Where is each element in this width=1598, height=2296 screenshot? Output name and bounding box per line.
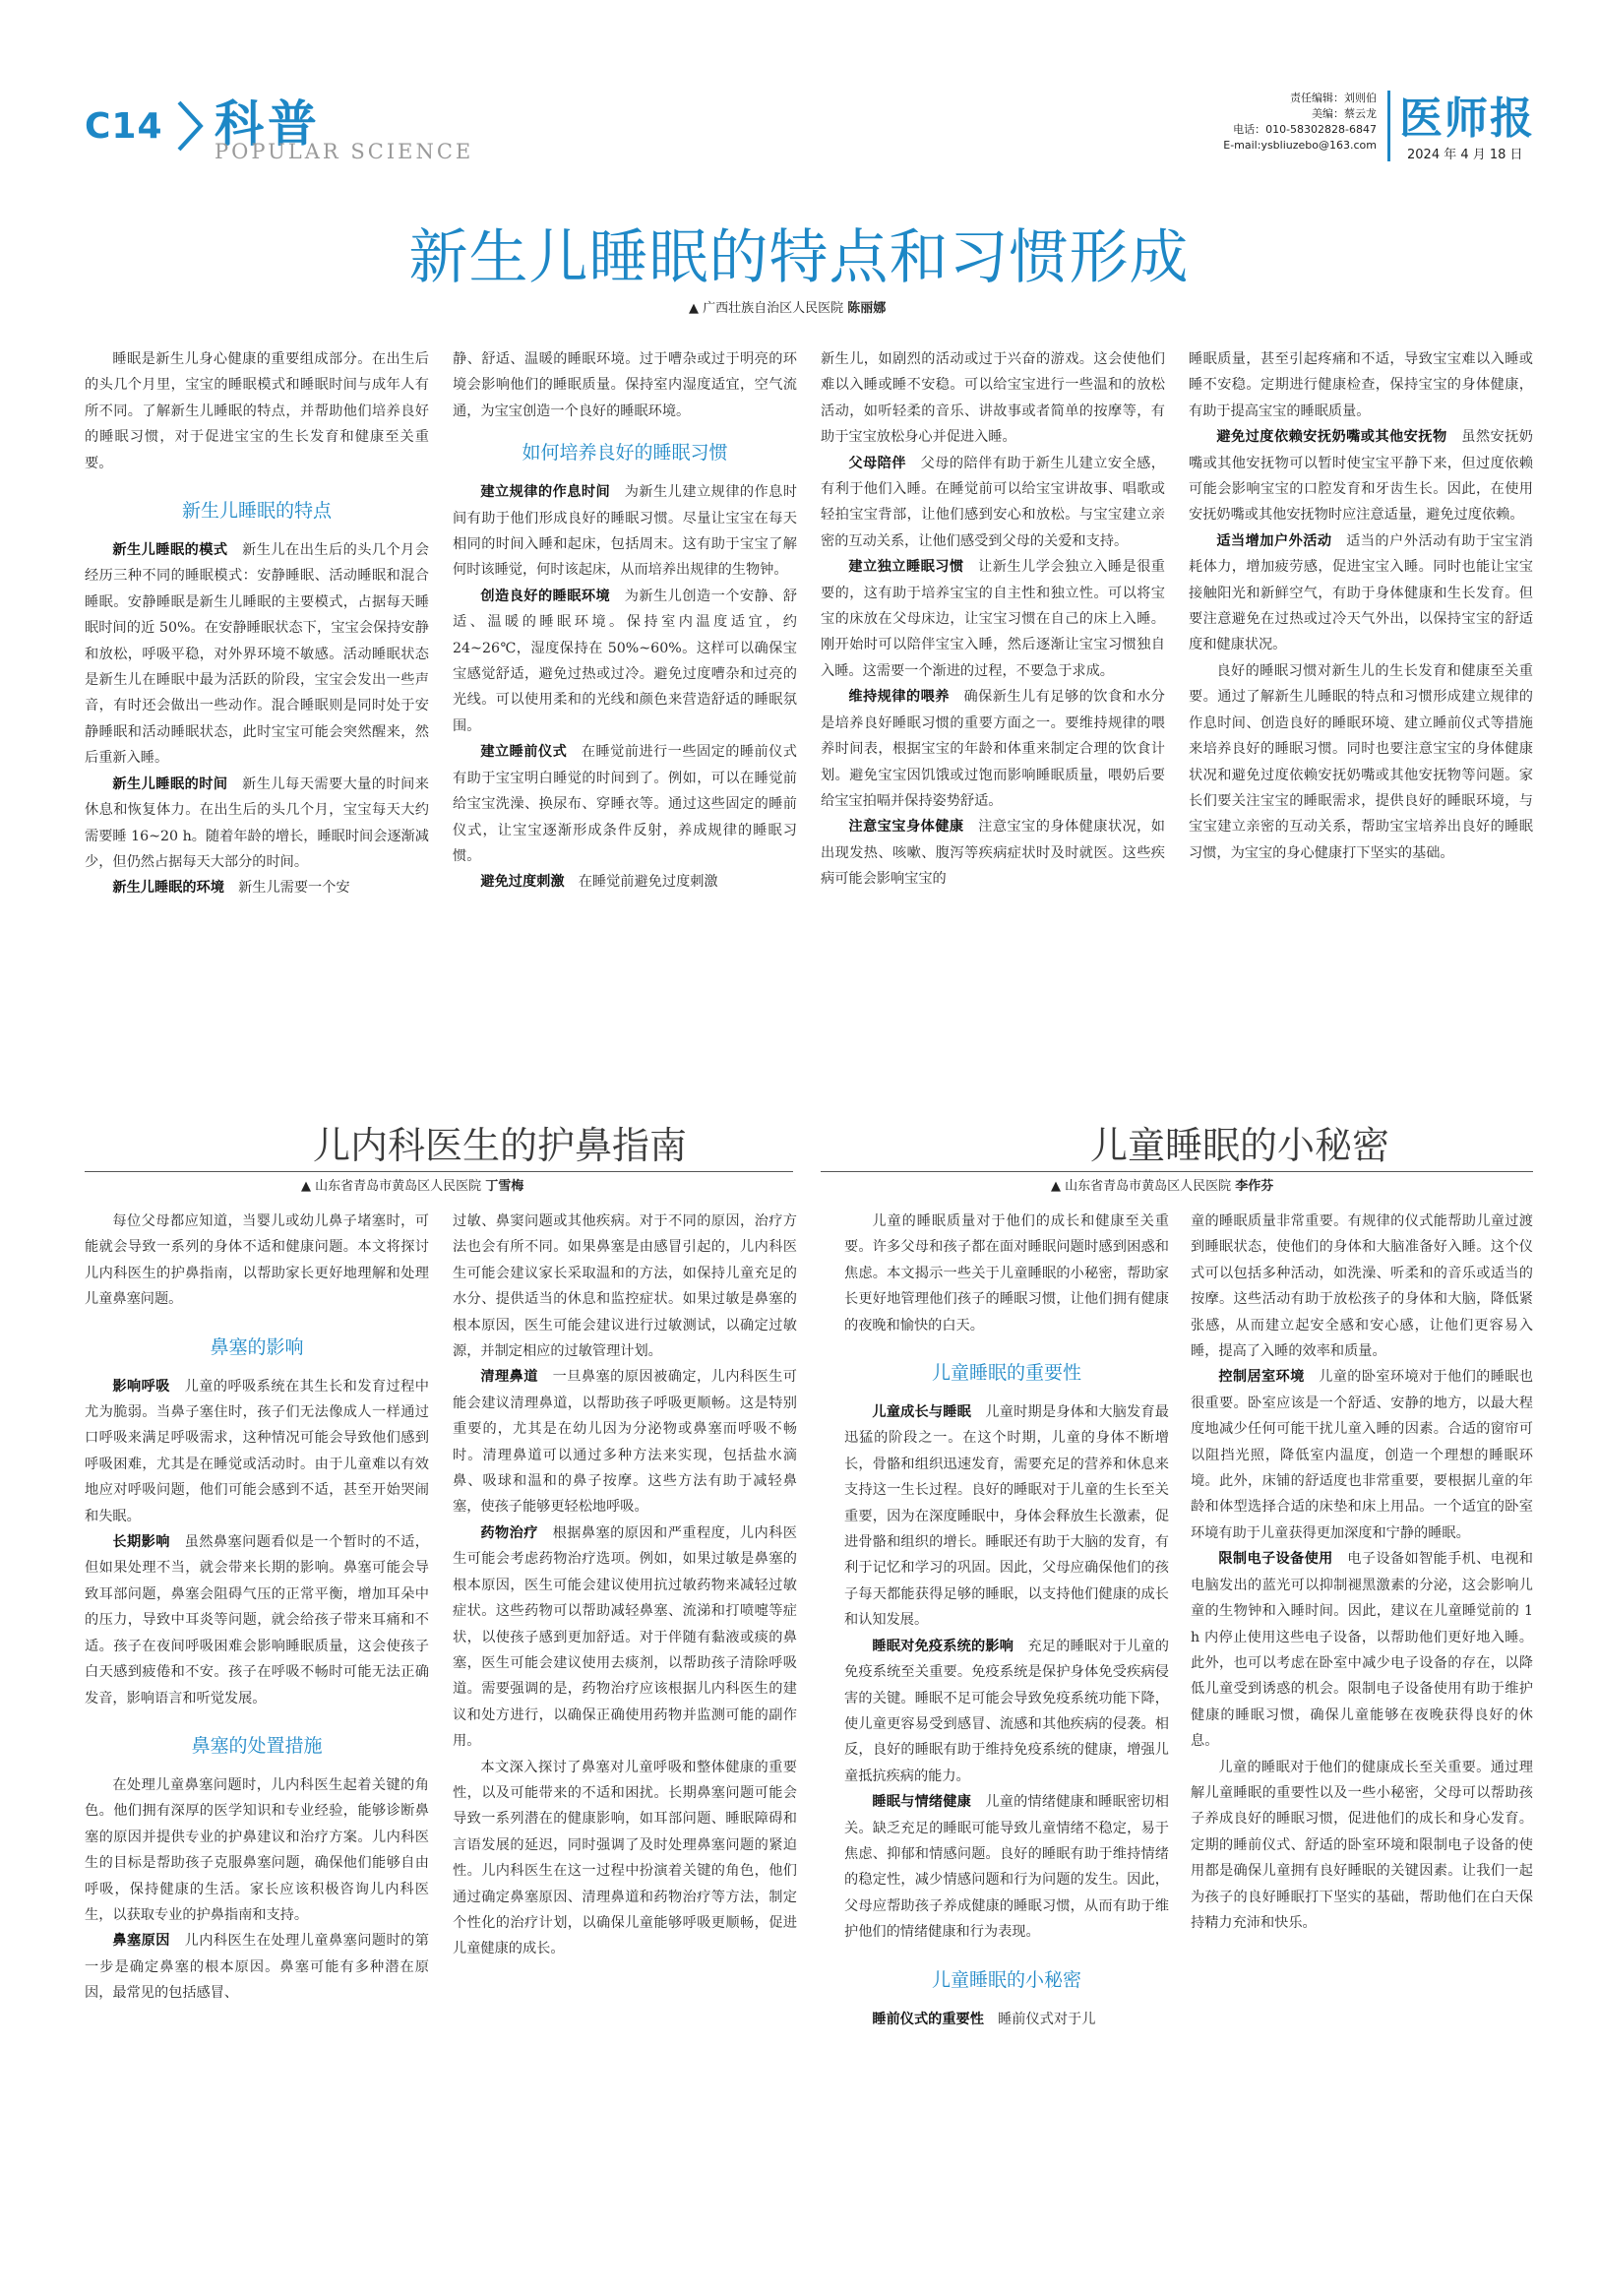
paragraph	[453, 479, 797, 584]
paragraph: 过敏、鼻窦问题或其他疾病。对于不同的原因，治疗方法也会有所不同。如果鼻塞是由感冒引起的，儿内科医生可能会建议家长采取温和的方法，如保持儿童充足的水分、提供适当的休息和监控症状。如果过敏是鼻塞的根本原因，医生可能会建议进行过敏测试，以确定过敏源，并制定相应的过敏管理计划。	[453, 1213, 797, 1360]
credit-line: 责任编辑：刘则伯	[1290, 92, 1377, 104]
paragraph	[453, 869, 797, 895]
paragraph-text: 为新生儿建立规律的作息时间有助于他们形成良好的睡眠习惯。尽量让宝宝在每天相同的时间入睡和起床，包括周末。这有助于宝宝了解何时该睡觉，何时该起床，从而培养出规律的生物钟。	[453, 484, 797, 579]
paragraph: 睡眠是新生儿身心健康的重要组成部分。在出生后的头几个月里，宝宝的睡眠模式和睡眠时间与成年人有所不同。了解新生儿睡眠的特点，并帮助他们培养良好的睡眠习惯，对于促进宝宝的生长发育和健康至关重要。	[85, 351, 429, 471]
byline-org: ▲ 山东省青岛市黄岛区人民医院	[301, 1179, 482, 1194]
paragraph	[453, 584, 797, 739]
paragraph	[85, 537, 429, 772]
paragraph	[1191, 1364, 1533, 1546]
article-2-title: 儿内科医生的护鼻指南	[313, 1124, 688, 1167]
paragraph	[821, 684, 1165, 814]
paragraph-text: 儿童时期是身体和大脑发育最迅猛的阶段之一。在这个时期，儿童的身体不断增长，骨骼和组织迅速发育，需要充足的营养和休息来支持这一生长过程。良好的睡眠对于儿童的生长至关重要，因为在深度睡眠中，身体会释放生长激素，促进骨骼和组织的增长。睡眠还有助于大脑的发育，有利于记忆和学习的巩固。因此，父母应确保他们的孩子每天都能获得足够的睡眠，以支持他们健康的成长和认知发展。	[844, 1404, 1169, 1629]
article-1-column-3	[821, 346, 1165, 1094]
chevron-right-icon	[175, 98, 207, 154]
article-1-column-2	[453, 346, 797, 1094]
article-1-title: 新生儿睡眠的特点和习惯形成	[408, 223, 1190, 292]
paragraph-text: 儿童的呼吸系统在其生长和发育过程中尤为脆弱。当鼻子塞住时，孩子们无法像成人一样通过口呼吸来满足呼吸需求，这种情况可能会导致他们感到呼吸困难，尤其是在睡觉或活动时。由于儿童难以有效地应对呼吸问题，他们可能会感到不适，甚至开始哭闹和失眠。	[85, 1378, 429, 1524]
paragraph	[85, 772, 429, 876]
paragraph	[821, 451, 1165, 555]
paragraph-text: 在睡觉前避免过度刺激	[578, 874, 718, 891]
paragraph	[1189, 528, 1533, 658]
article-3-column-2	[1191, 1209, 1533, 2248]
article-3-rule	[821, 1171, 1533, 1172]
paragraph: 每位父母都应知道，当婴儿或幼儿鼻子堵塞时，可能就会导致一系列的身体不适和健康问题。本文将探讨儿内科医生的护鼻指南，以帮助家长更好地理解和处理儿童鼻塞问题。	[85, 1213, 429, 1308]
credit-line: 电话：010-58302828-6847	[1233, 123, 1377, 136]
byline-org: ▲ 山东省青岛市黄岛区人民医院	[1051, 1179, 1232, 1194]
paragraph	[453, 1364, 797, 1520]
section-heading: 如何培养良好的睡眠习惯	[522, 442, 728, 465]
lead-term: 建立规律的作息时间	[480, 484, 611, 501]
paragraph-text: 根据鼻塞的原因和严重程度，儿内科医生可能会考虑药物治疗选项。例如，如果过敏是鼻塞的根本原因，医生可能会建议使用抗过敏药物来减轻过敏症状。这些药物可以帮助减轻鼻塞、流涕和打喷嚏等症状，以使孩子感到更加舒适。对于伴随有黏液或痰的鼻塞，医生可能会建议使用去痰剂，以帮助孩子清除呼吸道。需要强调的是，药物治疗应该根据儿内科医生的建议和处方进行，以确保正确使用药物并监测可能的副作用。	[453, 1524, 797, 1750]
lead-term: 控制居室环境	[1218, 1369, 1305, 1386]
paragraph-text: 电子设备如智能手机、电视和电脑发出的蓝光可以抑制褪黑激素的分泌，这会影响儿童的生物钟和入睡时间。因此，建议在儿童睡觉前的 1 h 内停止使用这些电子设备，以帮助他们更好地入睡。此外，也可以考虑在卧室中减少电子设备的存在，以降低儿童受到诱惑的机会。限制电子设备使用有助于维护健康的睡眠习惯，确保儿童能够在夜晚获得良好的休息。	[1191, 1551, 1533, 1750]
paragraph-text: 儿童的卧室环境对于他们的睡眠也很重要。卧室应该是一个舒适、安静的地方，以最大程度地减少任何可能干扰儿童入睡的因素。合适的窗帘可以阻挡光照，降低室内温度，创造一个理想的睡眠环境。此外，床铺的舒适度也非常重要，要根据儿童的年龄和体型选择合适的床垫和床上用品。一个适宜的卧室环境有助于儿童获得更加深度和宁静的睡眠。	[1191, 1369, 1533, 1541]
paragraph: 儿童的睡眠对于他们的健康成长至关重要。通过理解儿童睡眠的重要性以及一些小秘密，父母可以帮助孩子养成良好的睡眠习惯，促进他们的成长和身心发育。定期的睡前仪式、舒适的卧室环境和限制电子设备的使用都是确保儿童拥有良好睡眠的关键因素。让我们一起为孩子的良好睡眠打下坚实的基础，帮助他们在白天保持精力充沛和快乐。	[1191, 1759, 1533, 1931]
paragraph	[821, 554, 1165, 684]
paragraph: 在处理儿童鼻塞问题时，儿内科医生起着关键的角色。他们拥有深厚的医学知识和专业经验，能够诊断鼻塞的原因并提供专业的护鼻建议和治疗方案。儿内科医生的目标是帮助孩子克服鼻塞问题，确保他们能够自由呼吸，保持健康的生活。家长应该积极咨询儿内科医生，以获取专业的护鼻指南和支持。	[85, 1776, 429, 1923]
paragraph	[453, 739, 797, 869]
paragraph: 本文深入探讨了鼻塞对儿童呼吸和整体健康的重要性，以及可能带来的不适和困扰。长期鼻塞问题可能会导致一系列潜在的健康影响，如耳部问题、睡眠障碍和言语发展的延迟，同时强调了及时处理鼻塞问题的紧迫性。儿内科医生在这一过程中扮演着关键的角色，他们通过确定鼻塞原因、清理鼻道和药物治疗等方法，制定个性化的治疗计划，以确保儿童能够呼吸更顺畅，促进儿童健康的成长。	[453, 1759, 797, 1957]
article-3-byline	[1051, 1175, 1273, 1194]
section-subtitle: POPULAR SCIENCE	[215, 140, 474, 163]
credit-line: E-mail:ysbliuzebo@163.com	[1223, 139, 1377, 152]
lead-term: 鼻塞原因	[112, 1933, 170, 1950]
lead-term: 新生儿睡眠的模式	[112, 542, 228, 559]
article-1-byline	[689, 297, 886, 316]
paragraph: 良好的睡眠习惯对新生儿的生长发育和健康至关重要。通过了解新生儿睡眠的特点和习惯形成建立规律的作息时间、创造良好的睡眠环境、建立睡前仪式等措施来培养良好的睡眠习惯。同时也要注意宝宝的身体健康状况和避免过度依赖安抚奶嘴或其他安抚物等问题。家长们要关注宝宝的睡眠需求，提供良好的睡眠环境，与宝宝建立亲密的互动关系，帮助宝宝培养出良好的睡眠习惯，为宝宝的身心健康打下坚实的基础。	[1189, 662, 1533, 861]
section-heading: 儿童睡眠的小秘密	[931, 1968, 1081, 1991]
paragraph-text: 儿童的情绪健康和睡眠密切相关。缺乏充足的睡眠可能导致儿童情绪不稳定，易于焦虑、抑郁和情感问题。良好的睡眠有助于维持情绪的稳定性，减少情感问题和行为问题的发生。因此，父母应帮助孩子养成健康的睡眠习惯，从而有助于维护他们的情绪健康和行为表现。	[844, 1794, 1169, 1941]
paragraph	[85, 1374, 429, 1529]
paragraph-text: 为新生儿创造一个安静、舒适、温暖的睡眠环境。保持室内温度适宜，约 24~26℃，湿度保持在 50%~60%。这样可以确保宝宝感觉舒适，避免过热或过冷。避免过度嘈杂和过亮的光线。可以使用柔和的光线和颜色来营造舒适的睡眠氛围。	[453, 588, 797, 734]
paragraph-text: 确保新生儿有足够的饮食和水分是培养良好睡眠习惯的重要方面之一。要维持规律的喂养时间表，根据宝宝的年龄和体重来制定合理的饮食计划。避免宝宝因饥饿或过饱而影响睡眠质量，喂奶后要给宝宝拍嗝并保持姿势舒适。	[821, 689, 1165, 809]
lead-term: 儿童成长与睡眠	[872, 1404, 971, 1421]
paragraph-text: 注意宝宝的身体健康状况，如出现发热、咳嗽、腹泻等疾病症状时及时就医。这些疾病可能会影响宝宝的	[821, 819, 1165, 888]
lead-term: 维持规律的喂养	[848, 689, 950, 706]
paragraph-text: 一旦鼻塞的原因被确定，儿内科医生可能会建议清理鼻道，以帮助孩子呼吸更顺畅。这是特别重要的，尤其是在幼儿因为分泌物或鼻塞而呼吸不畅时。清理鼻道可以通过多种方法来实现，包括盐水滴鼻、吸球和温和的鼻子按摩。这些方法有助于减轻鼻塞，使孩子能够更轻松地呼吸。	[453, 1369, 797, 1516]
lead-term: 避免过度刺激	[480, 874, 565, 891]
lead-term: 建立独立睡眠习惯	[848, 559, 964, 576]
page-number: C14	[85, 106, 163, 147]
paragraph	[85, 1928, 429, 2006]
paragraph: 儿童的睡眠质量对于他们的成长和健康至关重要。许多父母和孩子都在面对睡眠问题时感到困惑和焦虑。本文揭示一些关于儿童睡眠的小秘密，帮助家长更好地管理他们孩子的睡眠习惯，让他们拥有健康的夜晚和愉快的白天。	[844, 1213, 1169, 1334]
paragraph-text: 新生儿需要一个安	[238, 880, 350, 897]
editor-credits	[1223, 91, 1377, 154]
paragraph-text: 儿内科医生在处理儿童鼻塞问题时的第一步是确定鼻塞的根本原因。鼻塞可能有多种潜在原因，最常见的包括感冒、	[85, 1933, 429, 2002]
lead-term: 清理鼻道	[480, 1369, 538, 1386]
paragraph: 新生儿，如剧烈的活动或过于兴奋的游戏。这会使他们难以入睡或睡不安稳。可以给宝宝进行一些温和的放松活动，如听轻柔的音乐、讲故事或者简单的按摩等，有助于宝宝放松身心并促进入睡。	[821, 351, 1165, 446]
lead-term: 影响呼吸	[112, 1378, 170, 1395]
paragraph	[844, 1634, 1169, 1789]
paragraph	[844, 2007, 1169, 2032]
section-heading: 新生儿睡眠的特点	[181, 500, 332, 523]
paragraph-text: 睡前仪式对于儿	[998, 2011, 1096, 2027]
lead-term: 注意宝宝身体健康	[848, 819, 964, 836]
byline-author: 陈丽娜	[847, 301, 887, 316]
issue-date: 2024 年 4 月 18 日	[1407, 148, 1523, 162]
lead-term: 睡眠对免疫系统的影响	[872, 1638, 1014, 1654]
lead-term: 限制电子设备使用	[1218, 1551, 1333, 1568]
newspaper-logo: 医师报	[1399, 93, 1535, 144]
paragraph	[85, 1529, 429, 1711]
article-2-column-1	[85, 1209, 429, 2248]
paragraph: 静、舒适、温暖的睡眠环境。过于嘈杂或过于明亮的环境会影响他们的睡眠质量。保持室内湿度适宜，空气流通，为宝宝创造一个良好的睡眠环境。	[453, 351, 797, 419]
lead-term: 避免过度依赖安抚奶嘴或其他安抚物	[1216, 429, 1447, 446]
header-divider	[1387, 91, 1390, 161]
credit-line: 美编：蔡云龙	[1312, 107, 1377, 120]
section-title: 科普	[215, 95, 321, 153]
article-3-column-1	[844, 1209, 1169, 2248]
paragraph	[1191, 1546, 1533, 1754]
byline-org: ▲ 广西壮族自治区人民医院	[689, 301, 844, 316]
paragraph-text: 新生儿在出生后的头几个月会经历三种不同的睡眠模式：安静睡眠、活动睡眠和混合睡眠。安静睡眠是新生儿睡眠的主要模式，占据每天睡眠时间的近 50%。在安静睡眠状态下，宝宝会保持安静和放松，呼吸平稳，对外界环境不敏感。活动睡眠状态是新生儿在睡眠中最为活跃的阶段，宝宝会发出一些声音，有时还会做出一些动作。混合睡眠则是同时处于安静睡眠和活动睡眠状态，此时宝宝可能会突然醒来，然后重新入睡。	[85, 542, 429, 767]
paragraph: 童的睡眠质量非常重要。有规律的仪式能帮助儿童过渡到睡眠状态，使他们的身体和大脑准备好入睡。这个仪式可以包括多种活动，如洗澡、听柔和的音乐或适当的按摩。这些活动有助于放松孩子的身体和大脑，降低紧张感，从而建立起安全感和安心感，让他们更容易入睡，提高了入睡的效率和质量。	[1191, 1213, 1533, 1360]
paragraph-text: 在睡觉前进行一些固定的睡前仪式有助于宝宝明白睡觉的时间到了。例如，可以在睡觉前给宝宝洗澡、换尿布、穿睡衣等。通过这些固定的睡前仪式，让宝宝逐渐形成条件反射，养成规律的睡眠习惯。	[453, 744, 797, 864]
article-1-column-1	[85, 346, 429, 1094]
paragraph-text: 虽然鼻塞问题看似是一个暂时的不适，但如果处理不当，就会带来长期的影响。鼻塞可能会导致耳部问题，鼻塞会阻碍气压的正常平衡，增加耳朵中的压力，导致中耳炎等问题，就会给孩子带来耳痛和不适。孩子在夜间呼吸困难会影响睡眠质量，这会使孩子白天感到疲倦和不安。孩子在呼吸不畅时可能无法正确发音，影响语言和听觉发展。	[85, 1534, 429, 1706]
paragraph-text: 虽然安抚奶嘴或其他安抚物可以暂时使宝宝平静下来，但过度依赖可能会影响宝宝的口腔发育和牙齿生长。因此，在使用安抚奶嘴或其他安抚物时应注意适量，避免过度依赖。	[1189, 429, 1533, 524]
paragraph	[1189, 424, 1533, 528]
byline-author: 丁雪梅	[485, 1179, 524, 1194]
paragraph-text: 新生儿每天需要大量的时间来休息和恢复体力。在出生后的头几个月，宝宝每天大约需要睡 16~20 h。随着年龄的增长，睡眠时间会逐渐减少，但仍然占据每天大部分的时间。	[85, 776, 429, 870]
paragraph-text: 充足的睡眠对于儿童的免疫系统至关重要。免疫系统是保护身体免受疾病侵害的关键。睡眠不足可能会导致免疫系统功能下降，使儿童更容易受到感冒、流感和其他疾病的侵袭。相反，良好的睡眠有助于维持免疫系统的健康，增强儿童抵抗疾病的能力。	[844, 1638, 1169, 1784]
lead-term: 药物治疗	[480, 1524, 538, 1541]
article-1-column-4	[1189, 346, 1533, 1094]
paragraph-text: 让新生儿学会独立入睡是很重要的，这有助于培养宝宝的自主性和独立性。可以将宝宝的床放在父母床边，让宝宝习惯在自己的床上入睡。刚开始时可以陪伴宝宝入睡，然后逐渐让宝宝习惯独自入睡。这需要一个渐进的过程，不要急于求成。	[821, 559, 1165, 679]
lead-term: 适当增加户外活动	[1216, 532, 1332, 549]
article-2-column-2	[453, 1209, 797, 2248]
section-heading: 鼻塞的影响	[210, 1335, 304, 1358]
paragraph: 睡眠质量，甚至引起疼痛和不适，导致宝宝难以入睡或睡不安稳。定期进行健康检查，保持宝宝的身体健康，有助于提高宝宝的睡眠质量。	[1189, 351, 1533, 419]
article-2-byline	[301, 1175, 523, 1194]
lead-term: 睡前仪式的重要性	[872, 2011, 984, 2027]
lead-term: 睡眠与情绪健康	[872, 1794, 971, 1811]
lead-term: 创造良好的睡眠环境	[480, 588, 611, 604]
section-heading: 鼻塞的处置措施	[191, 1734, 323, 1757]
paragraph	[453, 1520, 797, 1755]
lead-term: 建立睡前仪式	[480, 744, 568, 761]
lead-term: 父母陪伴	[848, 455, 906, 471]
lead-term: 长期影响	[112, 1534, 170, 1551]
paragraph-text: 适当的户外活动有助于宝宝消耗体力，增加疲劳感，促进宝宝入睡。同时也能让宝宝接触阳光和新鲜空气，有助于身体健康和生长发育。但要注意避免在过热或过冷天气外出，以保持宝宝的舒适度和健康状况。	[1189, 532, 1533, 653]
page-header	[0, 0, 1598, 197]
byline-author: 李作芬	[1235, 1179, 1274, 1194]
article-2-rule	[85, 1171, 793, 1172]
article-3-title: 儿童睡眠的小秘密	[1090, 1124, 1390, 1167]
paragraph	[844, 1399, 1169, 1634]
lead-term: 新生儿睡眠的环境	[112, 880, 224, 897]
section-heading: 儿童睡眠的重要性	[931, 1362, 1081, 1385]
lead-term: 新生儿睡眠的时间	[112, 776, 228, 792]
paragraph	[821, 814, 1165, 892]
paragraph	[844, 1789, 1169, 1945]
paragraph	[85, 875, 429, 900]
paragraph-text: 父母的陪伴有助于新生儿建立安全感，有利于他们入睡。在睡觉前可以给宝宝讲故事、唱歌或轻拍宝宝背部，让他们感到安心和放松。与宝宝建立亲密的互动关系，让他们感受到父母的关爱和支持。	[821, 455, 1165, 549]
